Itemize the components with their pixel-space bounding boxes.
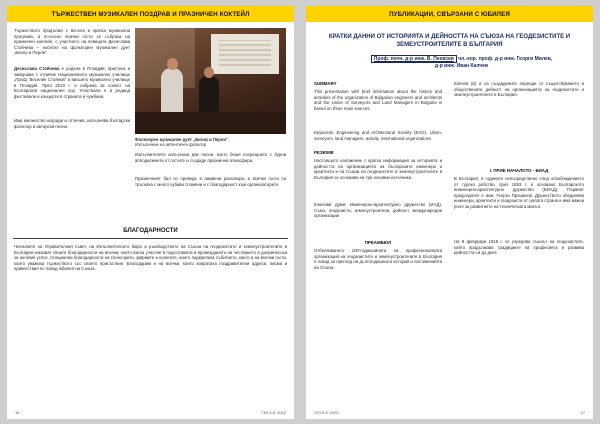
- photo-table: [135, 112, 286, 134]
- event-photo: [135, 28, 286, 134]
- photo-caption: [135, 137, 286, 148]
- photo-projection-screen: [211, 34, 279, 74]
- preamble-heading: ПРЕАМБЮЛ: [364, 240, 392, 245]
- right-page: [306, 6, 593, 419]
- left-journal-issue: ГКЗ 5-6' 2022: [261, 410, 286, 415]
- photo-caption-title: Фолклорен музикален дует „Бисер и Перли“: [135, 137, 228, 142]
- bio-paragraph: [14, 66, 130, 100]
- left-page-number: 16: [15, 410, 20, 415]
- right-page-number: 17: [580, 410, 585, 415]
- section-i-heading: I. ПРИЕ НАЧАЛОТО - БИАД: [489, 168, 549, 173]
- right-column-paragraph-2: Празничният бал се проведе в оживени разговори, а всички гости си тръгнаха с много хубави спомени и с благодарност към организаторите.: [135, 176, 286, 187]
- thanks-paragraph: Членовете на Управителния съвет, на Изпълнителното бюро и ръководството на Съюза на геодезистите и землеустроителите в България изказват своите благодарности на всички, които взеха участие в подготовката и провеждането на честването и допринесоха за неговия успех. Специални благодарности на спонсорите, фирмите и колегите, които подкрепиха събитието, както и на всички гости, които уважиха тържеството със своето присъствие. Благодарим и на всички, които изпратиха поздравителни адреси, писма и приветствия по повод юбилея на Съюза.: [14, 244, 287, 272]
- left-banner-title: ТЪРЖЕСТВЕН МУЗИКАЛЕН ПОЗДРАВ И ПРАЗНИЧЕН КОКТЕЙЛ: [51, 10, 250, 18]
- bio-paragraph-2: Има множество награди и отличия, изпълнява български фолклор и авторски песни.: [14, 118, 130, 129]
- bio-text: е родена в Пловдив, пристига и завършва с отличие Националното музикално училище „Проф. Веселин Стоянов“ и висшето музикално училище в Пловдив. През 2010 г. е избрана за солист на Българския национален хор. Участвала е в редица фестивали и концерти в страната и чужбина.: [14, 66, 130, 99]
- summary-heading: SUMMARY: [314, 81, 337, 86]
- left-page: [7, 6, 294, 419]
- preamble-paragraph: Отбелязването 100-годишнината на професионалната организация на геодезистите и землеустроителите в България е повод за преглед на дългогодишната история и постиженията на Съюза.: [314, 248, 442, 270]
- author-1: Проф. почч. д-р инж. В. Пеевски: [371, 55, 457, 63]
- right-column-paragraph: Изпълнителите изпълниха две песни, което беше посрещнато с бурни аплодисменти от гостите и създаде празнична атмосфера.: [135, 152, 286, 163]
- thanks-rule: [13, 238, 288, 239]
- photo-caption-sub: Изпълнение на автентичен фолклор: [135, 142, 207, 148]
- resume-heading: РЕЗЮМЕ: [314, 150, 334, 155]
- intro-paragraph: Тържеството продължи с весела и кратка музикална програма, а по-късно всички гости се събраха на празничен коктейл, с участието на певицата Десислава Стойчева – носител на фолклорен музикален дует „Бисер и Перли“.: [14, 28, 130, 56]
- keywords-bg: Ключови думи: Инженерно-архитектурно дружество (ИАД), Съюз, геодезисти, землеустроители, дейност, международни организации: [314, 202, 442, 219]
- author-3: д-р инж. Иван Калчев: [434, 62, 489, 69]
- col2-paragraph-2: На 9 февруари 1919 г. се учредява съюзът на геодезистите, който продължава традициите на професията и развива дейността си до днес.: [454, 239, 584, 256]
- col2-intro: Калчев (й) и са създадените периоди от съществуването и обществената дейност на организацията на геодезистите и землеустроителите в България.: [454, 81, 584, 98]
- resume-paragraph: Настоящото изложение с кратка информация за историята и дейността на организацията на българските инженери и архитекти и на Съюза на геодезистите и землеустроителите в България се основава на три основни източника.: [314, 158, 442, 180]
- summary-paragraph: This presentation with brief information about the history and activities of the organization of Bulgarian engineers and architects and the Union of Surveyors and Land Managers in Bulgaria is based on three main sources.: [314, 89, 442, 111]
- article-authors: [346, 56, 577, 69]
- left-banner: [7, 6, 294, 22]
- article-title: КРАТКИ ДАННИ ОТ ИСТОРИЯТА И ДЕЙНОСТТА НА СЪЮЗА НА ГЕОДЕЗИСТИТЕ И ЗЕМЕУСТРОИТЕЛИТЕ В БЪЛГАРИЯ: [328, 34, 571, 48]
- bio-name: Десислава Стойчева: [14, 66, 60, 71]
- keywords-en: Keywords: Engineering and Architectural Society (EAO), Union, surveyors, land managers, activity, international organizations: [314, 130, 442, 141]
- right-banner-title: ПУБЛИКАЦИИ, СВЪРЗАНИ С ЮБИЛЕЯ: [389, 10, 510, 18]
- right-footer: [314, 410, 585, 415]
- left-footer: [15, 410, 286, 415]
- thanks-heading: БЛАГОДАРНОСТИ: [123, 228, 178, 234]
- author-2: чл.-кор. проф. д-р инж. Георги Милев,: [458, 56, 553, 62]
- right-banner: [306, 6, 593, 22]
- right-journal-issue: ГКЗ 5-6' 2022: [314, 410, 339, 415]
- col2-paragraph: В България, в годините непосредствено след освобождението от турско робство, през 1893 г. е основано Българското инженерно-архитектурно дружество (БИАД). Първият председател е инж. Георги Прошеков. Дружеството обединява инженери, архитекти и геодезисти от цялата страна и има важна роля за развитието на техническата мисъл.: [454, 176, 584, 209]
